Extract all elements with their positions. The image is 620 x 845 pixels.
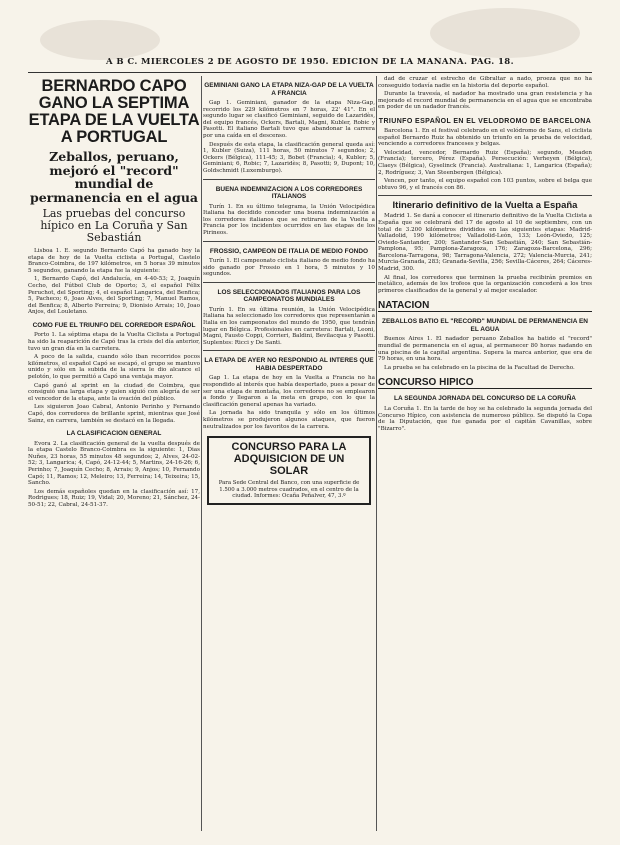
article-paragraph: Los demás españoles quedan en la clasificación así: 17, Rodrigues; 18, Ruiz; 19, Vidal; 20, Moreno; 21, Sánchez, 24-50-51; 22, Cabral, 24-51-37. (28, 488, 200, 508)
article-paragraph: Lisboa 1. E. segundo Bernardo Capó ha ganado hoy la etapa de hoy de la Vuelta ciclista a Portugal, Castelo Branco-Coimbra, de 197 kilómetros, en 5 horas 39 minutos 5 segundos, ganando la etapa fue la siguiente: (28, 248, 200, 274)
article-paragraph: Después de esta etapa, la clasificación general queda así: 1, Kubler (Suiza), 111 horas, 50 minutos 7 segundos; 2, Ockers (Bélgica), 111-45; 3, Bobet (Francia); 4, Kubler; 5, Geminiani; 6, Robic; 7, Lazaridès; 8, Pasotti; 9, Dupont; 10, Goldschmidt (Luxemburgo). (203, 141, 375, 174)
article-paragraph: Vencen, por tanto, el equipo español con 103 puntos, sobre el belga que obtuvo 96, y el francés con 86. (378, 178, 592, 191)
article-heading: LA ETAPA DE AYER NO RESPONDIO AL INTERES QUE HABIA DESPERTADO (204, 357, 374, 372)
article-paragraph: Les siguieron Joao Cabral, Antonio Perinho y Fernando Capó, dos corredores de brillante sprint, mientras que José Sainz, en carrera, también se destacó en la llegada. (28, 404, 200, 424)
classified-ad (207, 436, 371, 505)
column-divider (376, 76, 377, 831)
article-heading: ZEBALLOS BATIO EL "RECORD" MUNDIAL DE PERMANENCIA EN EL AGUA (382, 318, 588, 333)
article-paragraph: Durante la travesía, el nadador ha mostrado una gran resistencia y ha mejorado el record mundial de permanencia en el agua que se encontraba en poder de un nadador francés. (378, 91, 592, 111)
article-paragraph: Buenos Aires 1. El nadador peruano Zeballos ha batido el "record" mundial de permanencia en el agua, al permanecer 80 horas nadando en una piscina de la capital argentina. Supera la marca anterior, que era de 79 horas, en una hora. (378, 336, 592, 363)
article-paragraph: Turín 1. El campeonato ciclista italiano de medio fondo ha sido ganado por Frossio en 1 hora, 5 minutos y 10 segundos. (203, 258, 375, 278)
article-paragraph: Evora 2. La clasificación general de la vuelta después de la etapa Castelo Branco-Coimbra es la siguiente: 1, Dias Nuñes, 23 horas, 55 minutos 48 segundos; 2, Alves, 24-02-52; 3, Langarica; 4, Capó, 24-12-44; 5, Martins, 24-16-26; 6, Perinho; 7, Joaquín Cecho; 8, Arrais; 9, Anjos; 10, Fernando Capó; 11, Ramos; 12, Meleiro; 13, Ferreira; 14, Teixeira; 15, Sancho. (28, 440, 200, 487)
article-paragraph: Turín 1. En su última reunión, la Unión Velocipédica Italiana ha seleccionado los corredores que representarán a Italia en los campeonatos del mundo de 1950, que tendrán lugar en Bélgica. Profesionales en carretera: Bartali, Leoni, Magni, Fausto Coppi, Corrieri, Baldini, Bevilacqua y Pasotti. Suplentes: Ricci y De Santi. (203, 306, 375, 346)
article-paragraph: Capó ganó al sprint en la ciudad de Coimbra, que consiguió una larga etapa y quien siguió con alegría de ser el vencedor de la etapa, ante la ovación del público. (28, 382, 200, 402)
article-paragraph: Gap 1. La etapa de hoy en la Vuelta a Francia no ha respondido al interés que había despertado, pues a pesar de ser una etapa de montaña, los corredores no se emplearon a fondo y llegaron a la meta en grupo, con lo que la clasificación general apenas ha variado. (203, 375, 375, 408)
article-heading: LA CLASIFICACION GENERAL (66, 430, 162, 438)
article-heading: GEMINIANI GANO LA ETAPA NIZA-GAP DE LA VUELTA A FRANCIA (204, 82, 374, 97)
article-heading: BUENA INDEMNIZACION A LOS CORREDORES ITALIANOS (215, 185, 363, 201)
divider (203, 350, 375, 351)
article-paragraph: 1, Bernardo Capó, del Andalucía, en 4-40-53; 2, Joaquín Cecho, del Fútbol Club de Oporto; 3, el español Félix Peruchot, del Sporting; 4, el español Langarica, del Benfica; 5, Pacheco; 6, Joao Alves, del Sporting; 7, Manuel Ramos, del Benfica; 8, Alberto Ferreira; 9, Dionisio Arrais; 10, Joao Anjos, del Louletano. (28, 276, 200, 316)
section-label-concurso-hipico: CONCURSO HIPICO (378, 377, 592, 389)
article-paragraph: La Coruña 1. En la tarde de hoy se ha celebrado la segunda jornada del Concurso Hípico, con asistencia de numeroso público. Se disputó la Copa de la Diputación, que fue ganada por el capitán Cavanillas, sobre "Bizarro". (378, 405, 592, 432)
article-paragraph: Velocidad, vencedor, Bernardo Ruiz (España); segundo, Meaden (Francia); tercero, Pérez (España). Persecución: Verheyen (Bélgica), Claeys (Bélgica), Gyselinck (Francia). Australiana: 1, Langarica (España); 2, Rodríguez; 3, Van Steenbergen (Bélgica). (378, 149, 592, 176)
divider (378, 195, 592, 196)
article-paragraph: Barcelona 1. En el festival celebrado en el velódromo de Sans, el ciclista español Bernardo Ruiz ha obtenido un triunfo en la prueba de velocidad, venciendo a corredores franceses y belgas. (378, 127, 592, 148)
article-paragraph: La jornada ha sido tranquila y sólo en los últimos kilómetros se produjeron algunos ataques, que fueron neutralizados por los favoritos de la carrera. (203, 410, 375, 430)
divider (203, 282, 375, 283)
ad-title: CONCURSO PARA LA ADQUISICION DE UN SOLAR (231, 441, 347, 478)
article-paragraph: La prueba se ha celebrado en la piscina de la Facultad de Derecho. (384, 364, 575, 371)
article-paragraph: A poco de la salida, cuando sólo iban recorridos pocos kilómetros, el español Capó se escapó, el grupo se mantuvo unido y sólo en la subida de la sierra le dio alcance el pelotón, lo que permitió a Capó una ventaja mayor. (28, 354, 200, 380)
article-paragraph: Madrid 1. Se dará a conocer el itinerario definitivo de la Vuelta Ciclista a España que se celebrará del 17 de agosto al 10 de septiembre, con un total de 3.200 kilómetros divididos en las siguientes etapas: Madrid-Valladolid, 190 kilómetros; Valladolid-León, 133; León-Oviedo, 125; Oviedo-Santander, 200; Santander-San Sebastián, 240; San Sebastián-Pamplona, 95; Pamplona-Zaragoza, 176; Zaragoza-Barcelona, 296; Barcelona-Tarragona, 98; Tarragona-Valencia, 272; Valencia-Murcia, 241; Murcia-Granada, 283; Granada-Sevilla, 256; Sevilla-Cáceres, 264; Cáceres-Madrid, 300. (378, 213, 592, 273)
article-heading: LA SEGUNDA JORNADA DEL CONCURSO DE LA CORUÑA (393, 395, 576, 403)
column-right (378, 76, 592, 833)
article-heading-bold: Itinerario definitivo de la Vuelta a España (392, 200, 578, 212)
masthead-rule (28, 72, 592, 73)
article-heading: COMO FUE EL TRIUNFO DEL CORREDOR ESPAÑOL (32, 321, 196, 329)
column-divider (201, 76, 202, 831)
article-paragraph: Turín 1. En su último telegrama, la Unión Velocipédica Italiana ha decidido conceder una buena indemnización a los corredores italianos que se retiraron de la Vuelta a Francia por los incidentes ocurridos en las etapas de los Pirineos. (203, 203, 375, 236)
article-heading: FROSSIO, CAMPEON DE ITALIA DE MEDIO FONDO (209, 247, 369, 255)
paper-stain (40, 20, 160, 60)
article-paragraph: dad de cruzar el estrecho de Gibraltar a nado, proeza que no ha conseguido todavía nadie en la historia del deporte español. (378, 76, 592, 89)
article-heading: TRIUNFO ESPAÑOL EN EL VELODROMO DE BARCELONA (378, 117, 592, 125)
subheadline-secondary: Las pruebas del concurso hípico en La Coruña y San Sebastián (40, 207, 188, 244)
paper-stain (430, 8, 580, 58)
divider (203, 179, 375, 180)
article-paragraph: Al final, los corredores que terminen la prueba recibirán premios en metálico, además de los trofeos que la organización concederá a los tres primeros clasificados de la general y al mejor escalador. (378, 274, 592, 294)
main-headline: BERNARDO CAPO GANO LA SEPTIMA ETAPA DE LA VUELTA A PORTUGAL (28, 77, 200, 146)
subheadline: Zeballos, peruano, mejoró el "record" mundial de permanencia en el agua (29, 149, 199, 205)
article-heading: LOS SELECCIONADOS ITALIANOS PARA LOS CAMPEONATOS MUNDIALES (217, 288, 361, 304)
article-paragraph: Porto 1. La séptima etapa de la Vuelta Ciclista a Portugal ha sido la reaparición de Capó tras la crisis del día anterior, tuvo un gran día en la carretera. (28, 332, 200, 352)
divider (203, 241, 375, 242)
masthead: A B C. MIERCOLES 2 DE AGOSTO DE 1950. EDICION DE LA MAÑANA. PAG. 18. (106, 57, 514, 67)
column-middle (203, 76, 375, 833)
ad-text: Para Sede Central del Banco, con una superficie de 1.500 a 3.000 metros cuadrados, en el centro de la ciudad. Informes: Ocaña Peñalver, 47, 3.º (218, 480, 360, 500)
column-left (28, 76, 200, 833)
article-paragraph: Gap 1. Geminiani, ganador de la etapa Niza-Gap, recorrido los 229 kilómetros en 7 horas, 22' 41". En el segundo lugar se clasificó Geminiani, seguido de Lazaridès, del equipo francés, Ockers, Bartali, Magni, Kubler, Robic y Pasotti. El italiano Bartali tuvo que abandonar la carrera por una caída en el descenso. (203, 100, 375, 139)
section-label-natacion: NATACION (378, 300, 592, 312)
